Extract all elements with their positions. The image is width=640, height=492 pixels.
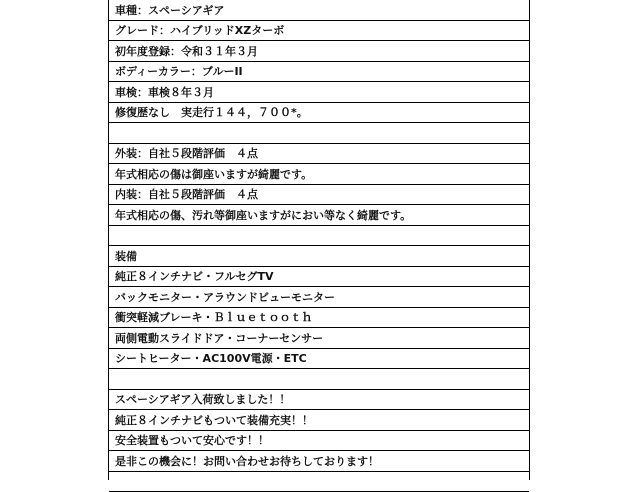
empty-row (109, 472, 529, 492)
equipment-item: シートヒーター・AC100V電源・ETC (109, 349, 529, 370)
vehicle-spec-sheet (108, 0, 530, 480)
empty-row (109, 369, 529, 390)
comment-line: 安全装置もついて安心です！！ (109, 431, 529, 452)
comment-line: 是非この機会に！お問い合わせお待ちしております！ (109, 451, 529, 472)
spec-row-inspection: 車検：車検８年３月 (109, 82, 529, 103)
spec-row-interior-rating: 内装：自社５段階評価 ４点 (109, 185, 529, 206)
empty-row (109, 123, 529, 144)
spec-row-body-color: ボディーカラー：ブルーII (109, 62, 529, 83)
spec-row-model: 車種：スペーシアギア (109, 0, 529, 21)
spec-row-exterior-rating: 外装：自社５段階評価 ４点 (109, 144, 529, 165)
comment-line: スペーシアギア入荷致しました！！ (109, 390, 529, 411)
equipment-heading: 装備 (109, 246, 529, 267)
empty-row (109, 226, 529, 247)
spec-row-repair-mileage: 修復歴なし 実走行１４４，７００*。 (109, 103, 529, 124)
equipment-item: 両側電動スライドドア・コーナーセンサー (109, 328, 529, 349)
comment-line: 純正８インチナビもついて装備充実！！ (109, 410, 529, 431)
spec-row-exterior-note: 年式相応の傷は御座いますが綺麗です。 (109, 164, 529, 185)
spec-row-first-registration: 初年度登録：令和３１年３月 (109, 41, 529, 62)
equipment-item: 純正８インチナビ・フルセグTV (109, 267, 529, 288)
spec-row-grade: グレード：ハイブリッドXZターボ (109, 21, 529, 42)
spec-row-interior-note: 年式相応の傷、汚れ等御座いますがにおい等なく綺麗です。 (109, 205, 529, 226)
equipment-item: バックモニター・アラウンドビューモニター (109, 287, 529, 308)
equipment-item: 衝突軽減ブレーキ・Ｂｌｕｅｔｏｏｔｈ (109, 308, 529, 329)
